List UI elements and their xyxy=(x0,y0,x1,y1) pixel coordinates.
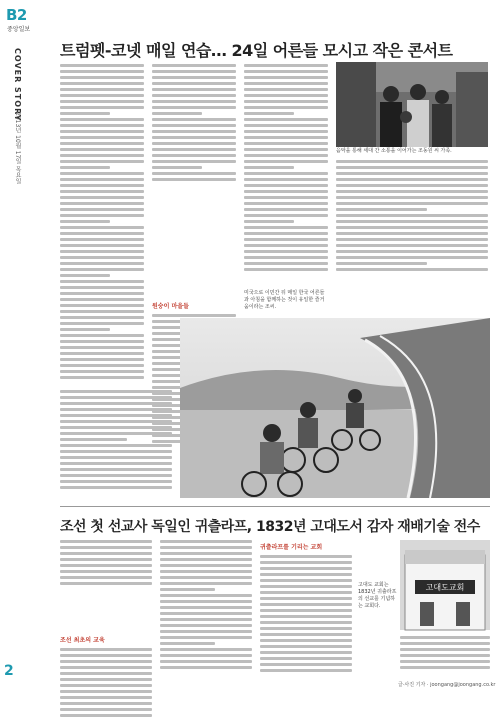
body-text-line xyxy=(336,262,427,265)
family-portrait-photo xyxy=(336,62,488,147)
body-text-line xyxy=(160,576,252,579)
body-text-line xyxy=(160,570,252,573)
body-text-line xyxy=(244,220,294,223)
body-text-line xyxy=(60,480,172,483)
body-text-line xyxy=(244,124,328,127)
body-text-line xyxy=(60,268,144,271)
body-text-line xyxy=(60,396,172,399)
body-text-line xyxy=(60,328,110,331)
church-caption: 고대도 교회는 1832년 귀츨라프의 선교를 기념하는 교회다. xyxy=(358,582,397,609)
body-text-line xyxy=(60,64,144,67)
body-text-line xyxy=(60,552,152,555)
body-text-line xyxy=(260,555,352,558)
body-text-line xyxy=(244,154,328,157)
body-text-line xyxy=(152,124,236,127)
article1-column-5 xyxy=(60,390,172,496)
body-text-line xyxy=(60,438,127,441)
body-text-line xyxy=(336,160,488,163)
body-text-line xyxy=(60,220,110,223)
body-text-line xyxy=(160,660,252,663)
body-text-line xyxy=(60,190,144,193)
body-text-line xyxy=(336,172,488,175)
body-text-line xyxy=(152,154,236,157)
body-text-line xyxy=(152,172,236,175)
body-text-line xyxy=(160,648,252,651)
body-text-line xyxy=(60,450,172,453)
body-text-line xyxy=(60,214,144,217)
body-text-line xyxy=(60,564,152,567)
body-text-line xyxy=(60,184,144,187)
body-text-line xyxy=(60,468,172,471)
body-text-line xyxy=(336,166,488,169)
body-text-line xyxy=(60,160,144,163)
body-text-line xyxy=(160,552,252,555)
body-text-line xyxy=(260,567,352,570)
body-text-line xyxy=(260,621,352,624)
body-text-line xyxy=(152,160,236,163)
body-text-line xyxy=(60,94,144,97)
body-text-line xyxy=(60,208,144,211)
body-text-line xyxy=(336,214,488,217)
body-text-line xyxy=(60,370,144,373)
body-text-line xyxy=(60,172,144,175)
body-text-line xyxy=(160,630,252,633)
body-text-line xyxy=(244,112,294,115)
body-text-line xyxy=(60,462,172,465)
body-text-line xyxy=(60,648,152,651)
body-text-line xyxy=(60,178,144,181)
body-text-line xyxy=(244,148,328,151)
article1-subhead-1: 원숭이 마을들 xyxy=(152,303,189,310)
article2-column-1 xyxy=(60,540,152,675)
body-text-line xyxy=(60,106,144,109)
body-text-line xyxy=(60,364,144,367)
body-text-line xyxy=(60,456,172,459)
body-text-line xyxy=(152,136,236,139)
body-text-line xyxy=(244,100,328,103)
body-text-line xyxy=(336,220,488,223)
body-text-line xyxy=(60,226,144,229)
body-text-line xyxy=(60,558,152,561)
body-text-line xyxy=(160,582,252,585)
body-text-line xyxy=(60,444,172,447)
article2-column-4 xyxy=(400,636,490,676)
body-text-line xyxy=(60,684,152,687)
body-text-line xyxy=(160,558,252,561)
body-text-line xyxy=(60,244,144,247)
page-number: 2 xyxy=(4,663,14,679)
body-text-line xyxy=(260,591,352,594)
body-text-line xyxy=(60,432,172,435)
body-text-line xyxy=(244,226,328,229)
article1-column-1 xyxy=(60,64,144,384)
body-text-line xyxy=(160,654,252,657)
church-sign-text: 고대도교회 xyxy=(425,583,465,592)
body-text-line xyxy=(60,402,172,405)
body-text-line xyxy=(260,579,352,582)
body-text-line xyxy=(244,64,328,67)
issue-date: 2013년 10월 17일 목요일 xyxy=(14,112,21,185)
body-text-line xyxy=(400,654,490,657)
body-text-line xyxy=(160,588,215,591)
body-text-line xyxy=(60,262,144,265)
section-code: B2 xyxy=(6,6,27,24)
body-text-line xyxy=(60,154,144,157)
body-text-line xyxy=(152,76,236,79)
body-text-line xyxy=(336,238,488,241)
body-text-line xyxy=(152,142,236,145)
body-text-line xyxy=(336,196,488,199)
section-label: COVER STORY xyxy=(13,48,22,122)
body-text-line xyxy=(400,636,490,639)
body-text-line xyxy=(244,142,328,145)
body-text-line xyxy=(60,76,144,79)
body-text-line xyxy=(60,570,152,573)
body-text-line xyxy=(244,166,294,169)
body-text-line xyxy=(60,678,152,681)
body-text-line xyxy=(160,540,252,543)
body-text-line xyxy=(260,663,352,666)
paper-name: 중앙일보 xyxy=(7,26,31,33)
body-text-line xyxy=(60,708,152,711)
body-text-line xyxy=(244,88,328,91)
body-text-line xyxy=(336,268,488,271)
body-text-line xyxy=(336,250,488,253)
body-text-line xyxy=(60,256,144,259)
body-text-line xyxy=(336,202,488,205)
body-text-line xyxy=(336,232,488,235)
body-text-line xyxy=(160,594,252,597)
body-text-line xyxy=(60,426,172,429)
body-text-line xyxy=(260,585,352,588)
body-text-line xyxy=(260,597,352,600)
body-text-line xyxy=(260,627,352,630)
body-text-line xyxy=(336,178,488,181)
body-text-line xyxy=(60,316,144,319)
body-text-line xyxy=(260,603,352,606)
body-text-line xyxy=(60,292,144,295)
body-text-line xyxy=(60,358,144,361)
body-text-line xyxy=(60,352,144,355)
body-text-line xyxy=(244,172,328,175)
body-text-line xyxy=(244,106,328,109)
body-text-line xyxy=(260,657,352,660)
body-text-line xyxy=(260,651,352,654)
body-text-line xyxy=(400,666,490,669)
body-text-line xyxy=(60,420,172,423)
body-text-line xyxy=(60,202,144,205)
body-text-line xyxy=(244,196,328,199)
body-text-line xyxy=(152,94,236,97)
body-text-line xyxy=(336,208,427,211)
body-text-line xyxy=(152,130,236,133)
body-text-line xyxy=(244,262,328,265)
body-text-line xyxy=(244,268,328,271)
body-text-line xyxy=(244,94,328,97)
body-text-line xyxy=(60,346,144,349)
body-text-line xyxy=(60,280,144,283)
body-text-line xyxy=(400,660,490,663)
body-text-line xyxy=(60,82,144,85)
body-text-line xyxy=(60,696,152,699)
body-text-line xyxy=(60,70,144,73)
body-text-line xyxy=(400,648,490,651)
body-text-line xyxy=(60,250,144,253)
body-text-line xyxy=(60,408,172,411)
body-text-line xyxy=(160,564,252,567)
body-text-line xyxy=(160,624,252,627)
body-text-line xyxy=(60,474,172,477)
section-sidebar xyxy=(0,0,36,691)
body-text-line xyxy=(60,136,144,139)
body-text-line xyxy=(244,232,328,235)
family-portrait-caption: 음악을 통해 세대 간 소통을 이어가는 조동원 씨 가족. xyxy=(336,148,452,154)
body-text-line xyxy=(260,609,352,612)
body-text-line xyxy=(244,256,328,259)
body-text-line xyxy=(160,636,252,639)
body-text-line xyxy=(160,612,252,615)
body-text-line xyxy=(60,654,152,657)
body-text-line xyxy=(60,660,152,663)
body-text-line xyxy=(60,576,152,579)
body-text-line xyxy=(152,148,236,151)
body-text-line xyxy=(60,304,144,307)
body-text-line xyxy=(244,70,328,73)
body-text-line xyxy=(400,642,490,645)
body-text-line xyxy=(336,226,488,229)
body-text-line xyxy=(60,298,144,301)
body-text-line xyxy=(60,486,172,489)
body-text-line xyxy=(160,666,252,669)
body-text-line xyxy=(60,286,144,289)
article2-column-2 xyxy=(160,540,252,675)
body-text-line xyxy=(244,178,328,181)
body-text-line xyxy=(60,666,152,669)
body-text-line xyxy=(244,214,328,217)
body-text-line xyxy=(60,310,144,313)
body-text-line xyxy=(152,178,236,181)
body-text-line xyxy=(260,639,352,642)
body-text-line xyxy=(260,645,352,648)
body-text-line xyxy=(152,106,236,109)
body-text-line xyxy=(60,672,152,675)
body-text-line xyxy=(152,166,202,169)
body-text-line xyxy=(60,166,110,169)
body-text-line xyxy=(60,232,144,235)
body-text-line xyxy=(152,118,236,121)
body-text-line xyxy=(60,196,144,199)
article2-column-3 xyxy=(260,540,352,675)
body-text-line xyxy=(60,88,144,91)
body-text-line xyxy=(60,322,144,325)
body-text-line xyxy=(60,334,144,337)
body-text-line xyxy=(336,244,488,247)
body-text-line xyxy=(160,618,252,621)
body-text-line xyxy=(60,130,144,133)
body-text-line xyxy=(244,238,328,241)
body-text-line xyxy=(152,100,236,103)
footer-email: 글·사진 기자 · joongang@joongang.co.kr xyxy=(398,682,496,688)
body-text-line xyxy=(244,250,328,253)
body-text-line xyxy=(152,88,236,91)
body-text-line xyxy=(60,540,152,543)
body-text-line xyxy=(60,702,152,705)
body-text-line xyxy=(260,633,352,636)
body-text-line xyxy=(60,376,144,379)
body-text-line xyxy=(160,546,252,549)
article1-column-4 xyxy=(336,160,488,278)
body-text-line xyxy=(60,124,144,127)
body-text-line xyxy=(244,76,328,79)
body-text-line xyxy=(336,256,488,259)
body-text-line xyxy=(260,615,352,618)
body-text-line xyxy=(60,414,172,417)
body-text-line xyxy=(60,100,144,103)
church-photo xyxy=(400,540,490,630)
body-text-line xyxy=(152,64,236,67)
body-text-line xyxy=(60,142,144,145)
body-text-line xyxy=(60,118,144,121)
body-text-line xyxy=(244,136,328,139)
body-text-line xyxy=(60,582,152,585)
body-text-line xyxy=(260,669,352,672)
body-text-line xyxy=(244,244,328,247)
body-text-line xyxy=(160,642,215,645)
body-text-line xyxy=(336,190,488,193)
body-text-line xyxy=(60,148,144,151)
body-text-line xyxy=(160,600,252,603)
article2-subhead-1: 조선 최초의 교육 xyxy=(60,637,105,644)
body-text-line xyxy=(244,82,328,85)
body-text-line xyxy=(260,561,352,564)
body-text-line xyxy=(260,573,352,576)
bike-family-photo xyxy=(180,318,490,498)
article-divider xyxy=(60,506,490,507)
body-text-line xyxy=(244,208,328,211)
body-text-line xyxy=(244,130,328,133)
body-text-line xyxy=(60,690,152,693)
body-text-line xyxy=(244,190,328,193)
body-text-line xyxy=(244,184,328,187)
body-text-line xyxy=(336,184,488,187)
body-text-line xyxy=(60,546,152,549)
article1-headline: 트럼펫-코넷 매일 연습… 24일 어른들 모시고 작은 콘서트 xyxy=(60,41,453,60)
body-text-line xyxy=(244,118,328,121)
body-text-line xyxy=(152,112,202,115)
article2-subhead-2: 귀츨라프를 기리는 교회 xyxy=(260,544,323,551)
body-text-line xyxy=(152,82,236,85)
body-text-line xyxy=(60,274,110,277)
body-text-line xyxy=(60,112,110,115)
body-text-line xyxy=(152,70,236,73)
article2-headline: 조선 첫 선교사 독일인 귀츨라프, 1832년 고대도서 감자 재배기술 전수 xyxy=(60,519,480,535)
bike-photo-caption: 미국으로 이민간 뒤 매일 한국 어른들과 아침을 함께하는 것이 유일한 즐거움이라는 조씨. xyxy=(244,290,325,310)
body-text-line xyxy=(244,160,328,163)
body-text-line xyxy=(152,314,236,317)
body-text-line xyxy=(60,238,144,241)
body-text-line xyxy=(60,390,172,393)
body-text-line xyxy=(160,606,252,609)
body-text-line xyxy=(244,202,328,205)
body-text-line xyxy=(60,340,144,343)
